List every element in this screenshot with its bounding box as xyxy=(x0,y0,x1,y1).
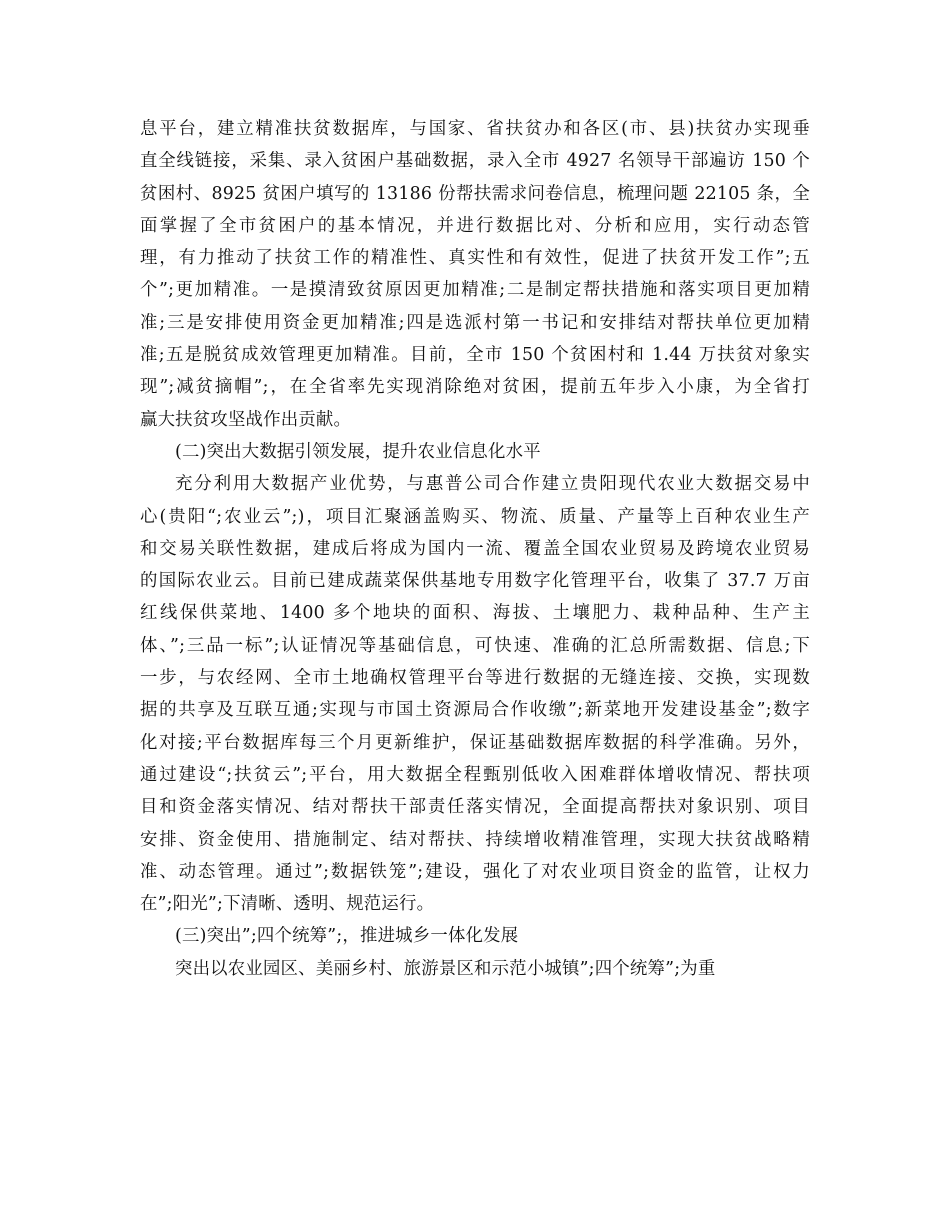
text-line: 和交易关联性数据，建成后将成为国内一流、覆盖全国农业贸易及跨境农业贸易 xyxy=(140,538,810,559)
text-line: 心(贵阳“;农业云”;)，项目汇聚涵盖购买、物流、质量、产量等上百种农业生产 xyxy=(140,506,810,527)
text-line: 面掌握了全市贫困户的基本情况，并进行数据比对、分析和应用，实行动态管 xyxy=(140,215,810,236)
text-line: 目和资金落实情况、结对帮扶干部责任落实情况，全面提高帮扶对象识别、项目 xyxy=(140,797,810,818)
text-line: 准;三是安排使用资金更加精准;四是选派村第一书记和安排结对帮扶单位更加精 xyxy=(140,312,810,333)
text-line: 一步，与农经网、全市土地确权管理平台等进行数据的无缝连接、交换，实现数 xyxy=(140,668,810,689)
text-line: 个”;更加精准。一是摸清致贫原因更加精准;二是制定帮扶措施和落实项目更加精 xyxy=(140,280,810,301)
text-line: 通过建设“;扶贫云”;平台，用大数据全程甄别低收入困难群体增收情况、帮扶项 xyxy=(140,764,810,785)
text-line: 红线保供菜地、1400 多个地块的面积、海拔、土壤肥力、栽种品种、生产主 xyxy=(140,603,810,624)
text-line: 赢大扶贫攻坚战作出贡献。 xyxy=(140,409,352,430)
section-heading: (三)突出”;四个统筹”;，推进城乡一体化发展 xyxy=(175,926,519,947)
text-line: 息平台，建立精准扶贫数据库，与国家、省扶贫办和各区(市、县)扶贫办实现垂 xyxy=(140,119,810,139)
section-heading: (二)突出大数据引领发展，提升农业信息化水平 xyxy=(175,441,541,462)
text-line: 贫困村、8925 贫困户填写的 13186 份帮扶需求问卷信息，梳理问题 22105 条，全 xyxy=(140,183,810,204)
text-line: 准、动态管理。通过”;数据铁笼”;建设，强化了对农业项目资金的监管，让权力 xyxy=(140,861,810,882)
text-line: 直全线链接，采集、录入贫困户基础数据，录入全市 4927 名领导干部遍访 150 个 xyxy=(140,151,810,172)
document-body xyxy=(140,113,810,985)
text-line: 理，有力推动了扶贫工作的精准性、真实性和有效性，促进了扶贫开发工作”;五 xyxy=(140,248,810,269)
text-line: 现”;减贫摘帽”;，在全省率先实现消除绝对贫困，提前五年步入小康，为全省打 xyxy=(140,377,810,398)
text-line: 体、”;三品一标”;认证情况等基础信息，可快速、准确的汇总所需数据、信息;下 xyxy=(140,635,810,656)
text-line: 化对接;平台数据库每三个月更新维护，保证基础数据库数据的科学准确。另外， xyxy=(140,732,810,753)
text-line: 安排、资金使用、措施制定、结对帮扶、持续增收精准管理，实现大扶贫战略精 xyxy=(140,829,810,850)
text-line: 据的共享及互联互通;实现与市国土资源局合作收缴”;新菜地开发建设基金”;数字 xyxy=(140,700,810,721)
text-line: 在”;阳光”;下清晰、透明、规范运行。 xyxy=(140,894,435,915)
text-line: 突出以农业园区、美丽乡村、旅游景区和示范小城镇”;四个统筹”;为重 xyxy=(175,958,716,979)
text-line: 的国际农业云。目前已建成蔬菜保供基地专用数字化管理平台，收集了 37.7 万亩 xyxy=(140,571,810,592)
text-line: 充分利用大数据产业优势，与惠普公司合作建立贵阳现代农业大数据交易中 xyxy=(175,474,810,495)
text-line: 准;五是脱贫成效管理更加精准。目前，全市 150 个贫困村和 1.44 万扶贫对象实 xyxy=(140,345,810,366)
